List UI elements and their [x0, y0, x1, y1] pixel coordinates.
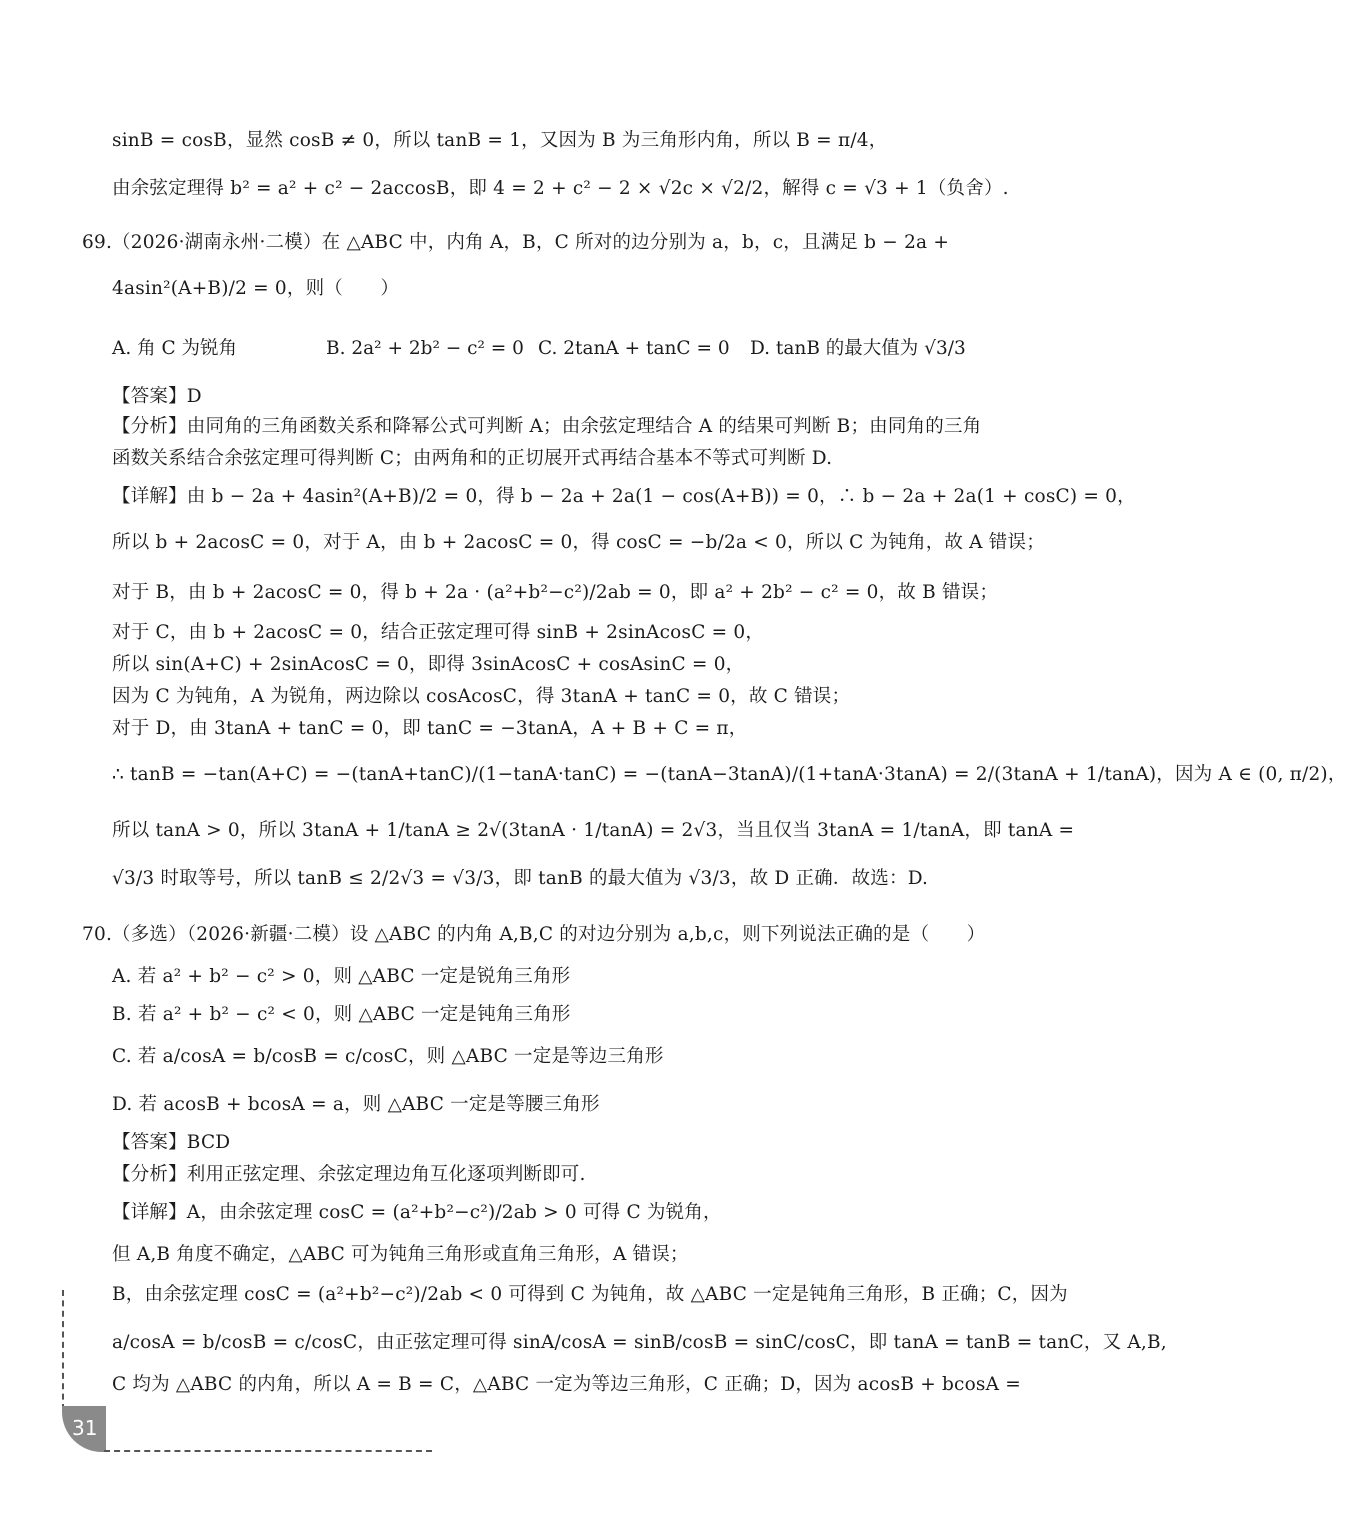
q69-detail-line: √3/3 时取等号，所以 tanB ≤ 2/2√3 = √3/3，即 tanB 的最大值为 √3/3，故 D 正确．故选：D. [112, 868, 929, 889]
page-number: 31 [72, 1416, 98, 1440]
q70-detail-line: 【详解】A，由余弦定理 cosC = (a²+b²−c²)/2ab > 0 可得 C 为锐角， [112, 1202, 722, 1223]
q69-detail-line: ∴ tanB = −tan(A+C) = −(tanA+tanC)/(1−tanA·tanC) = −(tanA−3tanA)/(1+tanA·3tanA) = 2/(3tanA + 1/tanA)，因为 A ∈ (0, π/2)， [112, 764, 1347, 785]
q69-detail-line: 对于 C，由 b + 2acosC = 0，结合正弦定理可得 sinB + 2sinAcosC = 0， [112, 622, 765, 643]
question-70-title: 70.（多选）（2026·新疆·二模）设 △ABC 的内角 A,B,C 的对边分别为 a,b,c，则下列说法正确的是（ ） [82, 924, 986, 945]
q69-detail-line: 所以 b + 2acosC = 0，对于 A，由 b + 2acosC = 0，得 cosC = −b/2a < 0，所以 C 为钝角，故 A 错误； [112, 532, 1045, 553]
q69-detail-line: 所以 sin(A+C) + 2sinAcosC = 0，即得 3sinAcosC + cosAsinC = 0， [112, 654, 745, 675]
q70-option-c: C. 若 a/cosA = b/cosB = c/cosC，则 △ABC 一定是等边三角形 [112, 1046, 664, 1067]
q69-analysis-line: 【分析】由同角的三角函数关系和降幂公式可判断 A；由余弦定理结合 A 的结果可判断 B；由同角的三角 [112, 416, 982, 437]
q70-detail-line: B，由余弦定理 cosC = (a²+b²−c²)/2ab < 0 可得到 C 为钝角，故 △ABC 一定是钝角三角形，B 正确；C，因为 [112, 1284, 1068, 1305]
q70-detail-line: C 均为 △ABC 的内角，所以 A = B = C，△ABC 一定为等边三角形，C 正确；D，因为 acosB + bcosA = [112, 1374, 1021, 1395]
q69-detail-line: 因为 C 为钝角，A 为锐角，两边除以 cosAcosC，得 3tanA + tanC = 0，故 C 错误； [112, 686, 851, 707]
q69-analysis-line: 函数关系结合余弦定理可得判断 C；由两角和的正切展开式再结合基本不等式可判断 D. [112, 448, 833, 469]
q69-detail-line: 【详解】由 b − 2a + 4asin²(A+B)/2 = 0，得 b − 2a + 2a(1 − cos(A+B)) = 0，∴ b − 2a + 2a(1 + cosC) = 0， [112, 486, 1136, 507]
q70-detail-line: a/cosA = b/cosB = c/cosC，由正弦定理可得 sinA/cosA = sinB/cosB = sinC/cosC，即 tanA = tanB = tanC，又 A,B, [112, 1332, 1167, 1353]
q69-detail-line: 对于 B，由 b + 2acosC = 0，得 b + 2a · (a²+b²−c²)/2ab = 0，即 a² + 2b² − c² = 0，故 B 错误； [112, 582, 999, 603]
q69-option-d: D. tanB 的最大值为 √3/3 [750, 338, 966, 359]
q70-option-a: A. 若 a² + b² − c² > 0，则 △ABC 一定是锐角三角形 [112, 966, 571, 987]
q69-option-b: B. 2a² + 2b² − c² = 0 [326, 338, 524, 359]
page-corner-dashed-border [62, 1290, 65, 1410]
text-line: sinB = cosB，显然 cosB ≠ 0，所以 tanB = 1，又因为 B 为三角形内角，所以 B = π/4， [112, 130, 888, 151]
question-69-title-cont: 4asin²(A+B)/2 = 0，则（ ） [112, 278, 400, 299]
q70-answer: 【答案】BCD [112, 1132, 231, 1153]
q70-detail-line: 但 A,B 角度不确定，△ABC 可为钝角三角形或直角三角形，A 错误； [112, 1244, 689, 1265]
q70-option-d: D. 若 acosB + bcosA = a，则 △ABC 一定是等腰三角形 [112, 1094, 600, 1115]
q69-detail-line: 所以 tanA > 0，所以 3tanA + 1/tanA ≥ 2√(3tanA · 1/tanA) = 2√3，当且仅当 3tanA = 1/tanA，即 tanA = [112, 820, 1075, 841]
q69-answer: 【答案】D [112, 386, 202, 407]
q70-analysis: 【分析】利用正弦定理、余弦定理边角互化逐项判断即可. [112, 1164, 586, 1185]
footer-dashed-rule [104, 1450, 432, 1452]
q69-detail-line: 对于 D，由 3tanA + tanC = 0，即 tanC = −3tanA，A + B + C = π， [112, 718, 748, 739]
q69-option-a: A. 角 C 为锐角 [112, 338, 238, 359]
q70-option-b: B. 若 a² + b² − c² < 0，则 △ABC 一定是钝角三角形 [112, 1004, 571, 1025]
text-line: 由余弦定理得 b² = a² + c² − 2accosB，即 4 = 2 + c² − 2 × √2c × √2/2，解得 c = √3 + 1（负舍）. [112, 178, 1009, 199]
q69-option-c: C. 2tanA + tanC = 0 [538, 338, 730, 359]
question-69-title: 69.（2026·湖南永州·二模）在 △ABC 中，内角 A，B，C 所对的边分别为 a，b，c，且满足 b − 2a + [82, 232, 950, 253]
